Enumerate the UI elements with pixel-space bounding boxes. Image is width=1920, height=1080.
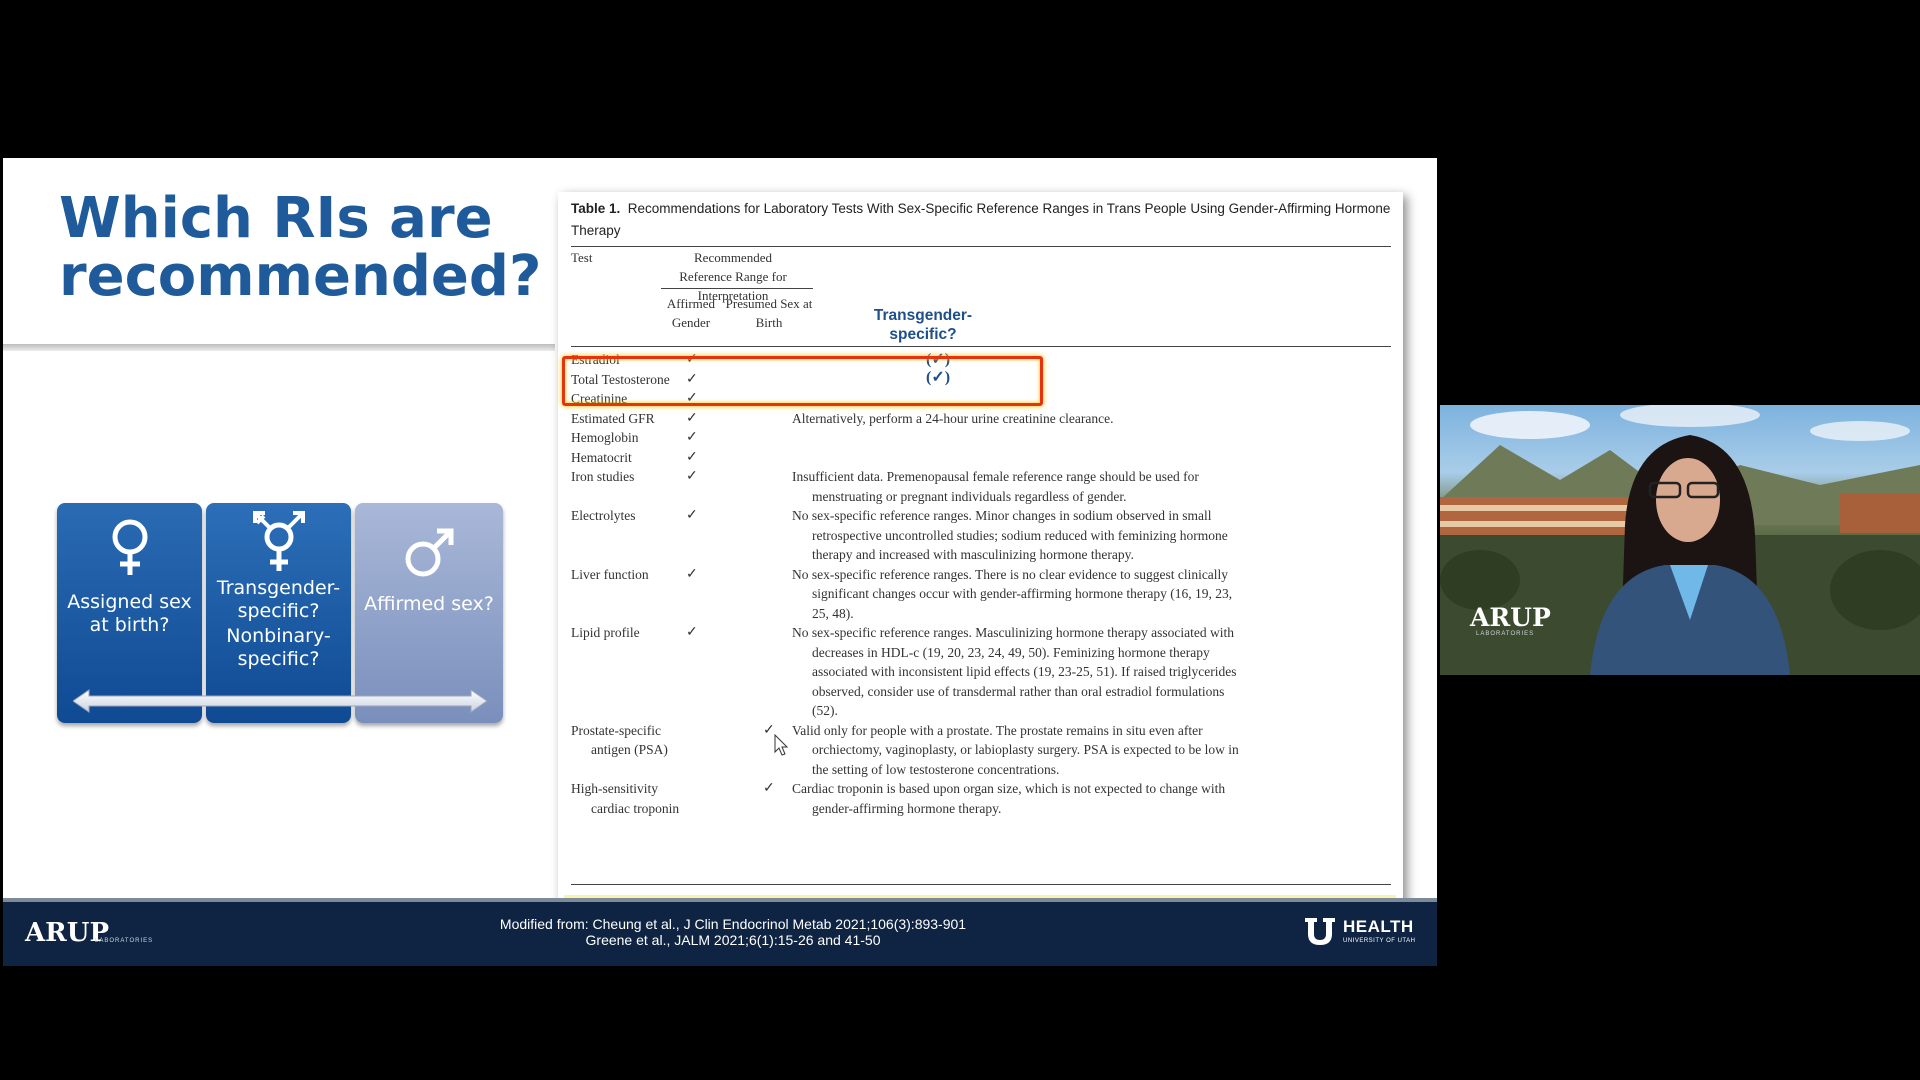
journal-table-image [558, 192, 1403, 944]
arup-logo-sub: LABORATORIES [95, 938, 154, 944]
sex-gender-tiles [57, 503, 505, 731]
presumed-check: ✓ [763, 781, 775, 796]
row-note: Valid only for people with a prostate. The prostate remains in situ even after orchiectomy, vaginoplasty, or labioplasty surgery. PSA is expected to be low in the setting of low testosterone concentrations. [792, 722, 1239, 777]
table-caption-text: Recommendations for Laboratory Tests With Sex-Specific Reference Ranges in Trans People Using Gender-Affirming Hormone Therapy [571, 201, 1391, 238]
header-group-rule [661, 288, 813, 289]
title-divider [3, 344, 555, 351]
male-symbol-icon [399, 523, 459, 583]
affirmed-check: ✓ [686, 430, 698, 445]
table-bottom-rule [571, 884, 1391, 885]
arup-logo: ARUP [25, 918, 110, 948]
row-note: No sex-specific reference ranges. There is no clear evidence to suggest clinically significant changes occur with gender-affirming hormone therapy (16, 19, 23, 25, 48). [792, 566, 1233, 621]
header-presumed: Presumed Sex at Birth [725, 296, 813, 330]
tile-label-b: Nonbinary-specific? [226, 625, 331, 670]
mouse-cursor-icon [774, 734, 788, 756]
u-logo-icon [1303, 916, 1337, 946]
highlight-box [562, 356, 1043, 406]
row-test: Total Testosterone [571, 371, 670, 387]
table-caption-label: Table 1. [571, 201, 621, 216]
row-test: Hematocrit [571, 449, 632, 465]
header-test: Test [571, 250, 593, 265]
tile-label-a: Transgender-specific? [216, 577, 341, 622]
video-arup-logo: ARUP [1470, 603, 1551, 632]
affirmed-check: ✓ [686, 625, 698, 640]
row-note: No sex-specific reference ranges. Minor changes in sodium observed in small retrospective uncontrolled studies; sodium reduced with feminizing hormone therapy and increased with masculinizing hormone therapy. [792, 508, 1228, 562]
affirmed-check: ✓ [686, 410, 698, 426]
affirmed-check: ✓ [686, 469, 698, 484]
transgender-symbol-icon [247, 509, 311, 573]
row-test: High-sensitivity cardiac troponin [571, 781, 680, 816]
health-logo-sub: UNIVERSITY OF UTAH [1343, 938, 1416, 944]
affirmed-check: ✓ [686, 449, 698, 465]
affirmed-check: ✓ [686, 391, 698, 406]
row-note: No sex-specific reference ranges. Masculinizing hormone therapy associated with decreases in HDL-c (19, 20, 23, 24, 49, 50). Feminizing hormone therapy associated with inconsistent lipid effects (19, 23-25, 51). If raised triglycerides observed, consider use of transdermal rather than oral estradiol formulations (52). [792, 625, 1237, 718]
row-test: Creatinine [571, 391, 628, 406]
transgender-check: (✓) [926, 351, 951, 368]
double-arrow-icon [73, 689, 487, 713]
female-symbol-icon [104, 517, 156, 577]
presumed-check: ✓ [763, 722, 775, 738]
tile-label: Affirmed sex? [364, 593, 494, 615]
row-note: Alternatively, perform a 24-hour urine creatinine clearance. [792, 410, 1114, 426]
citation-line-1: Modified from: Cheung et al., J Clin Endocrinol Metab 2021;106(3):893-901 [499, 916, 967, 932]
slide-footer [3, 902, 1437, 966]
citation-line-2: Greene et al., JALM 2021;6(1):15-26 and 41-50 [585, 932, 881, 948]
row-test: Estradiol [571, 352, 620, 367]
citation [383, 916, 1083, 948]
tile-label: Assigned sex at birth? [67, 591, 192, 636]
header-transgender: Transgender-specific? [873, 307, 973, 343]
row-test: Liver function [571, 566, 649, 582]
slide-title [59, 186, 542, 309]
row-test: Lipid profile [571, 625, 640, 640]
health-logo-word: HEALTH [1343, 917, 1414, 936]
affirmed-check: ✓ [686, 566, 698, 582]
presentation-slide [3, 158, 1437, 966]
transgender-check: (✓) [926, 368, 951, 386]
video-arup-logo-sub: LABORATORIES [1476, 631, 1535, 637]
table-caption [571, 198, 1391, 242]
affirmed-check: ✓ [686, 352, 698, 367]
row-test: Hemoglobin [571, 430, 639, 445]
slide-title-line-2: recommended? [59, 244, 542, 309]
row-test: Estimated GFR [571, 410, 655, 426]
row-note: Cardiac troponin is based upon organ size, which is not expected to change with gender-affirming hormone therapy. [792, 781, 1226, 816]
row-test: Iron studies [571, 469, 635, 484]
table-top-rule [571, 246, 1391, 247]
row-test: Electrolytes [571, 508, 636, 523]
header-bottom-rule [571, 346, 1391, 347]
affirmed-check: ✓ [686, 371, 698, 387]
slide-title-line-1: Which RIs are [59, 186, 493, 251]
header-group: Recommended Reference Range for Interpretation [679, 250, 787, 303]
header-affirmed: Affirmed Gender [666, 296, 716, 330]
affirmed-check: ✓ [686, 508, 698, 523]
row-test: Prostate-specific antigen (PSA) [571, 722, 668, 757]
speaker-video-feed [1440, 405, 1920, 675]
row-note: Insufficient data. Premenopausal female reference range should be used for menstruating or pregnant individuals regardless of gender. [792, 469, 1199, 504]
